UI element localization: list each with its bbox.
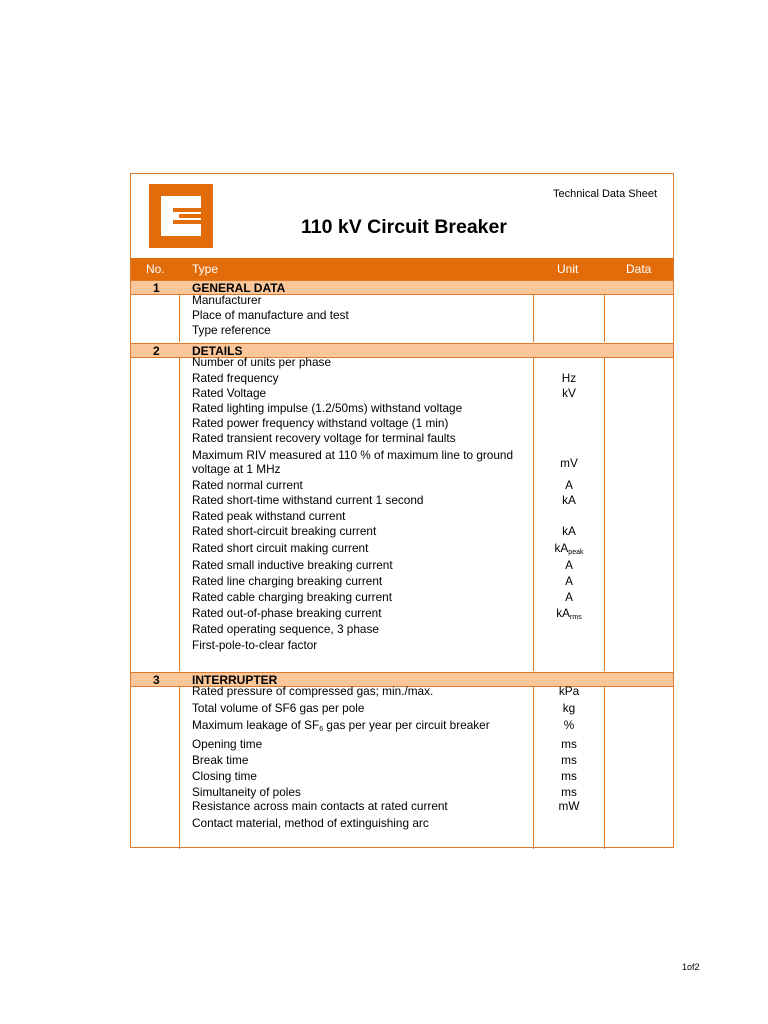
table-row-type: Rated out-of-phase breaking current [192, 606, 382, 620]
table-row-unit: A [565, 478, 573, 492]
table-row-type: Rated power frequency withstand voltage (1 min) [192, 416, 449, 430]
table-row-type: Rated Voltage [192, 386, 267, 400]
table-row-type: Rated line charging breaking current [192, 574, 383, 588]
section-title: GENERAL DATA [192, 281, 286, 295]
table-row-type: Manufacturer [192, 293, 262, 307]
table-row-unit: A [565, 558, 573, 572]
table-row-unit: $kA_{peak}$ [554, 541, 584, 556]
doc-type-label: Technical Data Sheet [553, 188, 657, 200]
table-row-type: Maximum leakage of $SF_6$ gas per year per circuit breaker [192, 718, 490, 733]
section-title: DETAILS [192, 344, 243, 358]
table-row-type: Rated transient recovery voltage for terminal faults [192, 431, 456, 445]
section-number: 2 [153, 344, 160, 358]
table-row-unit: ms [561, 737, 577, 751]
table-row-type: Opening time [192, 737, 263, 751]
table-row-unit: kA [562, 493, 576, 507]
table-row-type: Number of units per phase [192, 355, 332, 369]
table-row-unit: % [563, 718, 575, 732]
section-number: 3 [153, 673, 160, 687]
table-row-type: Rated pressure of compressed gas; min./max. [192, 684, 434, 698]
table-row-unit: mW [558, 799, 580, 813]
column-header-bar [131, 258, 673, 280]
col-header-unit: Unit [557, 262, 579, 276]
table-row-type: First-pole-to-clear factor [192, 638, 318, 652]
table-row-type: Rated lighting impulse (1.2/50ms) withstand voltage [192, 401, 463, 415]
table-row-unit: kg [562, 701, 576, 715]
table-row-type: Simultaneity of poles [192, 785, 301, 799]
table-row-type: Rated cable charging breaking current [192, 590, 393, 604]
table-row-type: Rated peak withstand current [192, 509, 346, 523]
table-row-type: Contact material, method of extinguishing arc [192, 816, 429, 830]
column-divider [179, 295, 180, 342]
table-row-unit: ms [561, 785, 577, 799]
column-divider [604, 687, 605, 849]
table-row-unit: Hz [561, 371, 577, 385]
table-row-type: Rated short circuit making current [192, 541, 369, 555]
col-header-no: No. [146, 262, 165, 276]
table-row-unit: A [565, 574, 573, 588]
table-row-type: Place of manufacture and test [192, 308, 349, 322]
col-header-data: Data [626, 262, 652, 276]
table-row-unit: ms [561, 753, 577, 767]
page-title: 110 kV Circuit Breaker [301, 216, 507, 238]
company-logo [149, 184, 213, 248]
table-row-unit: kPa [558, 684, 580, 698]
column-divider [179, 687, 180, 849]
table-row-type: Total volume of SF6 gas per pole [192, 701, 365, 715]
data-sheet-frame [130, 173, 674, 848]
table-row-type: voltage at 1 MHz [192, 462, 281, 476]
table-row-type: Rated normal current [192, 478, 303, 492]
column-divider [604, 358, 605, 671]
table-row-unit: ms [561, 769, 577, 783]
section-number: 1 [153, 281, 160, 295]
table-row-unit: mV [560, 456, 578, 470]
table-row-unit: kA [562, 524, 576, 538]
table-row-type: Maximum RIV measured at 110 % of maximum line to ground [192, 448, 514, 462]
table-row-type: Type reference [192, 323, 271, 337]
table-row-unit: kV [562, 386, 576, 400]
page-number: 1of2 [682, 962, 700, 972]
column-divider [533, 295, 534, 342]
section-title: INTERRUPTER [192, 673, 278, 687]
column-divider [604, 295, 605, 342]
table-row-type: Resistance across main contacts at rated current [192, 799, 448, 813]
table-row-unit: $kA_{rms}$ [556, 606, 582, 621]
table-row-type: Rated short-circuit breaking current [192, 524, 377, 538]
col-header-type: Type [192, 262, 219, 276]
column-divider [179, 358, 180, 671]
table-row-type: Rated frequency [192, 371, 279, 385]
table-row-type: Break time [192, 753, 249, 767]
table-row-unit: A [565, 590, 573, 604]
table-row-type: Rated short-time withstand current 1 second [192, 493, 424, 507]
table-row-type: Rated operating sequence, 3 phase [192, 622, 379, 636]
table-row-type: Rated small inductive breaking current [192, 558, 393, 572]
table-row-type: Closing time [192, 769, 257, 783]
